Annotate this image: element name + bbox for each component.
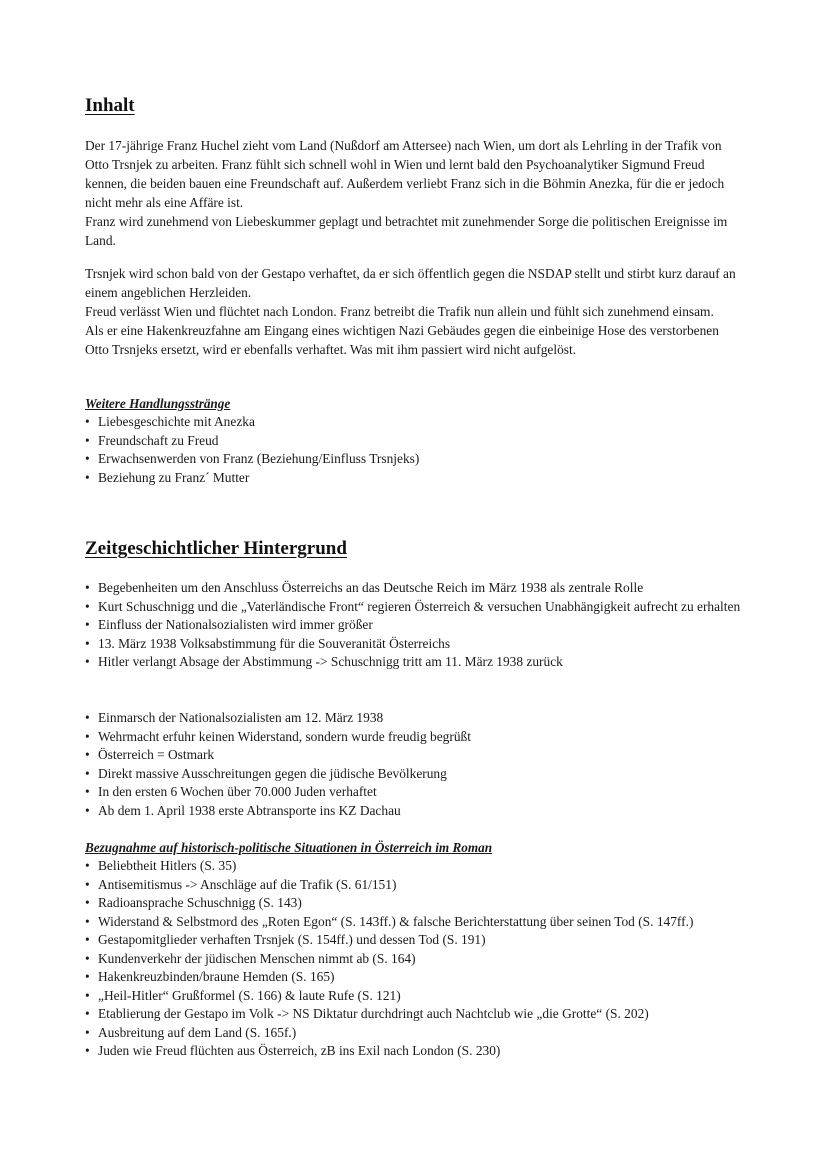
subheading-bezugnahme: Bezugnahme auf historisch-politische Situationen in Österreich im Roman	[85, 840, 493, 855]
paragraph: Freud verlässt Wien und flüchtet nach London. Franz betreibt die Trafik nun allein und fühlt sich zunehmend einsam.	[85, 304, 714, 319]
list-item: • Hakenkreuzbinden/braune Hemden (S. 165)	[85, 969, 335, 984]
list-item: • Direkt massive Ausschreitungen gegen die jüdische Bevölkerung	[85, 765, 447, 781]
bezugnahme-list	[85, 857, 745, 1061]
zeit-list-b	[85, 709, 745, 820]
list-item: • Beziehung zu Franz´ Mutter	[85, 469, 250, 485]
list-item: • Beliebtheit Hitlers (S. 35)	[85, 858, 237, 873]
inhalt-section-1	[85, 136, 745, 250]
list-item: • „Heil-Hitler“ Grußformel (S. 166) & laute Rufe (S. 121)	[85, 987, 401, 1003]
paragraph: Franz wird zunehmend von Liebeskummer geplagt und betrachtet mit zunehmender Sorge die politischen Ereignisse im Land.	[85, 214, 728, 248]
bezugnahme-section	[85, 839, 745, 1061]
list-item: • Begebenheiten um den Anschluss Österreichs an das Deutsche Reich im März 1938 als zentrale Rolle	[85, 580, 644, 595]
heading-inhalt: Inhalt	[85, 95, 135, 116]
list-item: • Einmarsch der Nationalsozialisten am 12. März 1938	[85, 710, 384, 725]
list-item: • Wehrmacht erfuhr keinen Widerstand, sondern wurde freudig begrüßt	[85, 728, 471, 744]
zeit-list-a	[85, 579, 745, 672]
subheading-handlungsstraenge: Weitere Handlungsstränge	[85, 396, 231, 411]
list-item: • Österreich = Ostmark	[85, 747, 215, 762]
list-item: • Ausbreitung auf dem Land (S. 165f.)	[85, 1024, 297, 1040]
list-item: • Einfluss der Nationalsozialisten wird immer größer	[85, 617, 373, 632]
handlungsstraenge-list	[85, 413, 745, 487]
handlungsstraenge-section	[85, 395, 745, 487]
list-item: • Kundenverkehr der jüdischen Menschen nimmt ab (S. 164)	[85, 950, 416, 966]
paragraph: Als er eine Hakenkreuzfahne am Eingang eines wichtigen Nazi Gebäudes gegen die einbeinige Hose des verstorbenen Otto Trsnjeks ersetzt, wird er ebenfalls verhaftet. Was mit ihm passiert wird nicht aufgelöst.	[85, 323, 719, 357]
list-item: • Ab dem 1. April 1938 erste Abtransporte ins KZ Dachau	[85, 802, 401, 818]
list-item: • Antisemitismus -> Anschläge auf die Trafik (S. 61/151)	[85, 876, 397, 892]
list-item: • 13. März 1938 Volksabstimmung für die Souveranität Österreichs	[85, 635, 451, 651]
list-item: • Erwachsenwerden von Franz (Beziehung/Einfluss Trsnjeks)	[85, 451, 420, 466]
heading-zeitgeschichtlicher-hintergrund: Zeitgeschichtlicher Hintergrund	[85, 538, 347, 559]
list-item: • Radioansprache Schuschnigg (S. 143)	[85, 895, 302, 910]
list-item: • Juden wie Freud flüchten aus Österreich, zB ins Exil nach London (S. 230)	[85, 1043, 501, 1058]
list-item: • Widerstand & Selbstmord des „Roten Egon“ (S. 143ff.) & falsche Berichterstattung über seinen Tod (S. 147ff.)	[85, 913, 694, 929]
paragraph: Trsnjek wird schon bald von der Gestapo verhaftet, da er sich öffentlich gegen die NSDAP stellt und stirbt kurz darauf an einem angeblichen Herzleiden.	[85, 266, 736, 300]
list-item: • Kurt Schuschnigg und die „Vaterländische Front“ regieren Österreich & versuchen Unabhängigkeit aufrecht zu erhalten	[85, 598, 741, 614]
list-item: • Etablierung der Gestapo im Volk -> NS Diktatur durchdringt auch Nachtclub wie „die Grotte“ (S. 202)	[85, 1006, 649, 1021]
zeit-list-a-section	[85, 579, 745, 672]
list-item: • Liebesgeschichte mit Anezka	[85, 414, 255, 429]
inhalt-section-2	[85, 264, 745, 359]
list-item: • In den ersten 6 Wochen über 70.000 Juden verhaftet	[85, 784, 377, 799]
list-item: • Hitler verlangt Absage der Abstimmung -> Schuschnigg tritt am 11. März 1938 zurück	[85, 654, 563, 669]
paragraph: Der 17-jährige Franz Huchel zieht vom Land (Nußdorf am Attersee) nach Wien, um dort als Lehrling in der Trafik von Otto Trsnjek zu arbeiten. Franz fühlt sich schnell wohl in Wien und lernt bald den Psychoanalytiker Sigmund Freud kennen, die beiden bauen eine Freundschaft auf. Außerdem verliebt Franz sich in die Böhmin Anezka, für die er jedoch nicht mehr als eine Affäre ist.	[85, 138, 725, 210]
list-item: • Freundschaft zu Freud	[85, 432, 219, 448]
list-item: • Gestapomitglieder verhaften Trsnjek (S. 154ff.) und dessen Tod (S. 191)	[85, 932, 486, 947]
zeit-list-b-section	[85, 709, 745, 820]
